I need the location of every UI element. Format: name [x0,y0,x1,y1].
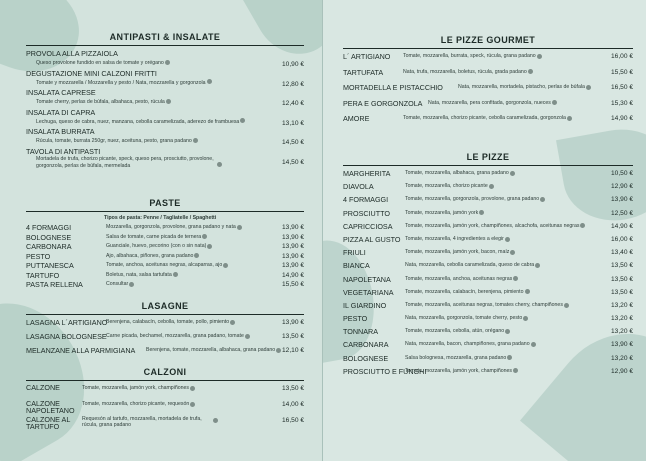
item-name: BIANCA [343,261,370,271]
menu-item [343,275,633,288]
allergen-icon [166,99,171,104]
item-name: PIZZA AL GUSTO [343,234,401,244]
item-price: 12,50 € [611,209,633,217]
allergen-icon [510,171,515,176]
menu-item [26,332,304,346]
allergen-icon [525,289,530,294]
item-description: Salsa bolognesa, mozzarella, grana padano [405,354,507,361]
menu-item [343,68,633,84]
item-price: 13,90 € [611,196,633,204]
item-description: Salsa de tomate, carne picada de ternera [106,233,202,240]
menu-item [343,301,633,314]
item-name: INSALATA BURRATA [26,127,95,136]
item-price: 13,20 € [611,315,633,323]
item-description: Tomate, mozzarella, aceitunas negras, tomates cherry, champiñones [405,301,563,308]
item-name: INSALATA DI CAPRA [26,107,96,117]
item-name: PESTO [26,251,51,261]
item-price: 10,50 € [611,170,633,177]
menu-item [343,327,633,340]
item-price: 13,50 € [611,262,633,270]
menu-item [26,271,304,281]
item-name: TARTUFATA [343,67,384,77]
item-name: LASAGNA BOLOGNESE [26,332,107,342]
menu-item [26,69,304,89]
item-description: Berenjena, tomate, mozzarella, albahaca, grana padano [146,347,276,354]
item-price: 14,90 € [611,222,633,230]
allergen-icon [580,223,585,228]
allergen-icon [217,162,222,167]
item-description: Tomate, mozzarella, chorizo picante, requesón [82,401,190,407]
menu-item [26,384,304,400]
item-name: BOLOGNESE [343,353,389,363]
section-gourmet [343,31,633,130]
allergen-icon [173,272,178,277]
item-description: Lechuga, queso de cabra, nuez, manzana, cebolla caramelizada, aderezo de frambuesa [36,118,240,125]
item-price: 14,50 € [282,158,304,166]
item-price: 16,00 € [611,235,633,243]
item-name: AMORE [343,114,370,123]
item-description: Nata, mozzarella, pera confitada, gorgonzola, nueces [428,99,551,106]
item-description: Tomate, anchoa, aceitunas negras, alcaparras, ajo [106,262,223,268]
item-name: 4 FORMAGGI [343,195,389,205]
item-description: Guanciale, huevo, pecorino (con o sin nata) [106,243,207,249]
item-price: 14,00 € [282,401,304,408]
item-price: 13,40 € [611,249,633,257]
item-description: Tomate, mozzarella, jamón york, champiñones [405,367,512,374]
section-title: LE PIZZE GOURMET [343,31,633,49]
item-description: Mortadela de trufa, chorizo picante, speck, queso pera, prosciutto, provolone, gorgonzola, perlas de búfala, mermelada [36,155,214,169]
section-pizze [343,148,633,380]
menu-item [343,114,633,130]
item-name: CALZONE [26,383,60,392]
menu-item [343,99,633,115]
allergen-icon [207,79,212,84]
allergen-icon [513,276,518,281]
allergen-icon [510,250,515,255]
item-price: 14,90 € [282,271,304,279]
item-description: Tomate, mozzarella, chorizo picante, cebolla caramelizada, gorgonzola [403,115,566,121]
item-name: CAPRICCIOSA [343,221,393,231]
allergen-icon [564,303,569,308]
item-name: PESTO [343,314,368,324]
item-description: Mozzarella, gorgonzola, provolone, grana padano y nata [106,224,236,230]
menu-item [26,223,304,233]
section-title: LASAGNE [26,297,304,315]
menu-item [343,248,633,261]
item-description: Nata, trufa, mozzarella, boletus, rúcula, grada padano [403,68,527,75]
item-name: PERA E GORGONZOLA [343,98,423,108]
menu-item [343,367,633,380]
item-price: 13,90 € [282,243,304,250]
allergen-icon [505,329,510,334]
item-name: LASAGNA L´ARTIGIANO [26,318,108,327]
item-name: PROSCIUTTO [343,208,390,218]
allergen-icon [507,355,512,360]
item-price: 13,90 € [282,262,304,269]
item-description: Tomate, mozzarella, cebolla, atún, orégano [405,328,505,335]
item-price: 13,50 € [282,385,304,392]
item-price: 13,50 € [282,333,304,341]
allergen-icon [240,118,245,123]
item-name: TAVOLA DI ANTIPASTI [26,146,101,156]
item-price: 13,20 € [611,354,633,362]
allergen-icon [207,244,212,249]
item-price: 15,50 € [282,281,304,288]
item-price: 13,20 € [611,301,633,309]
item-description: Queso provolone fundido en salsa de tomate y orégano [36,60,164,66]
item-description: Berenjena, calabacín, cebolla, tomate, pollo, pimiento [106,319,230,325]
menu-item [343,235,633,248]
item-name: TARTUFO [26,270,60,280]
allergen-icon [513,368,518,373]
menu-item [26,318,304,332]
allergen-icon [552,100,557,105]
item-description: Tomate, mozzarella, anchoa, aceitunas negras [405,275,513,282]
allergen-icon [245,334,250,339]
item-description: Tomate y mozzarella / Mozzarella y pesto / Nata, mozzarella y gorgonzola [36,79,206,86]
item-name: PASTA RELLENA [26,280,83,289]
item-name: IL GIARDINO [343,300,387,310]
allergen-icon [537,54,542,59]
item-name: PROVOLA ALLA PIZZAIOLA [26,49,118,58]
item-price: 16,00 € [611,53,633,60]
item-description: Boletus, nata, salsa tartufata [106,271,172,278]
item-name: 4 FORMAGGI [26,223,72,232]
item-price: 12,40 € [282,100,304,107]
section-lasagne [26,297,304,361]
allergen-icon [230,320,235,325]
item-name: DIAVOLA [343,182,374,192]
menu-item [343,354,633,367]
item-description: Tomate, mozzarella, jamón york [405,209,479,216]
allergen-icon [531,342,536,347]
section-calzoni [26,363,304,432]
item-description: Tomate, mozzarella, jamón york, champiñones [82,385,189,391]
allergen-icon [276,348,281,353]
allergen-icon [202,234,207,239]
item-name: MORTADELLA E PISTACCHIO [343,83,443,92]
item-price: 13,10 € [282,119,304,127]
menu-item [26,49,304,69]
item-price: 12,90 € [611,367,633,375]
allergen-icon [129,282,134,287]
item-name: CARBONARA [26,242,72,251]
item-price: 15,50 € [611,68,633,76]
item-description: Tomate, mozzarella, burrata, speck, rúcula, grana padano [403,53,536,59]
item-price: 13,90 € [282,252,304,260]
menu-item [26,108,304,128]
allergen-icon [190,402,195,407]
section-paste [26,194,304,290]
allergen-icon [528,69,533,74]
allergen-icon [223,263,228,268]
allergen-icon [193,138,198,143]
menu-item [26,416,304,432]
item-price: 12,80 € [282,80,304,88]
item-price: 13,90 € [282,224,304,231]
section-subtitle: Tipos de pasta: Penne / Tagliatelle / Spaghetti [104,215,217,221]
item-price: 13,90 € [282,233,304,241]
item-description: Nata, mozzarella, mortadela, pistacho, perlas de búfala [458,84,585,90]
section-title: CALZONI [26,363,304,381]
item-price: 13,90 € [282,319,304,326]
menu-item [26,400,304,416]
right-page [323,0,646,461]
menu-item [26,242,304,252]
item-price: 15,30 € [611,99,633,107]
item-price: 13,50 € [611,288,633,296]
item-description: Nata, mozzarella, cebolla caramelizada, queso de cabra [405,262,535,269]
menu-item [343,83,633,99]
item-description: Requesón al tartufo, mozzarella, mortadela de trufa, rúcula, grana padano [82,416,202,428]
allergen-icon [190,386,195,391]
item-name: MARGHERITA [343,169,391,178]
item-description: Nata, mozzarella, gorgonzola, tomate cherry, pesto [405,315,523,322]
item-description: Tomate, mozzarella, gorgonzola, provolone, grana padano [405,196,540,203]
menu-item [343,340,633,353]
item-description: Tomate, mozzarella, calabacín, berenjena, pimiento [405,288,524,295]
allergen-icon [540,197,545,202]
allergen-icon [505,237,510,242]
menu-item [343,195,633,208]
menu-item [26,127,304,147]
item-description: Tomate, mozzarella, jamón york, bacon, maíz [405,249,510,256]
item-name: PROSCIUTTO E FUNGHI [343,366,427,376]
allergen-icon [213,418,218,423]
allergen-icon [523,316,528,321]
item-description: Tomate, mozzarella, 4 ingredientes a elegir [405,235,504,242]
menu-item [26,261,304,271]
item-name: NAPOLETANA [343,274,391,284]
item-price: 14,90 € [611,115,633,122]
menu-item [343,52,633,68]
item-price: 12,90 € [611,183,633,191]
menu-item [26,346,304,360]
menu-item [343,314,633,327]
item-description: Ajo, albahaca, piñones, grana padano [106,252,194,259]
menu-item [343,169,633,182]
item-name: TONNARA [343,327,379,337]
allergen-icon [489,184,494,189]
item-price: 13,50 € [611,275,633,283]
item-price: 16,50 € [611,84,633,91]
item-name: MELANZANE ALLA PARMIGIANA [26,346,136,356]
item-price: 14,50 € [282,139,304,146]
item-description: Rúcula, tomate, burrata 250gr, nuez, aceituna, pesto, grana padano [36,138,192,144]
menu-item [343,261,633,274]
item-price: 10,90 € [282,61,304,68]
item-description: Consultar [106,281,129,287]
item-price: 13,90 € [611,341,633,349]
allergen-icon [567,116,572,121]
allergen-icon [165,60,170,65]
allergen-icon [237,225,242,230]
allergen-icon [479,210,484,215]
item-name: L´ ARTIGIANO [343,52,391,61]
menu-item [343,182,633,195]
item-name: INSALATA CAPRESE [26,88,96,97]
item-description: Carne picada, bechamel, mozzarella, grana padano, tomate [106,333,244,340]
item-price: 12,10 € [282,347,304,355]
item-description: Tomate cherry, perlas de búfala, albahaca, pesto, rúcula [36,99,165,105]
allergen-icon [586,85,591,90]
menu-item [26,252,304,262]
item-name: CALZONE AL TARTUFO [26,415,71,431]
section-title: PASTE [26,194,304,212]
item-name: FRIULI [343,248,366,258]
item-name: BOLOGNESE [26,232,72,242]
item-description: Tomate, mozzarella, chorizo picante [405,183,488,190]
allergen-icon [194,253,199,258]
item-name: CARBONARA [343,340,389,350]
item-description: Tomate, mozzarella, albahaca, grana padano [405,170,509,176]
menu-item [343,209,633,222]
allergen-icon [535,263,540,268]
section-antipasti [26,28,304,169]
menu-item [26,147,304,167]
item-description: Nata, mozzarella, bacon, champiñones, grana padano [405,341,530,348]
menu-item [343,222,633,235]
section-title: ANTIPASTI & INSALATE [26,28,304,46]
item-description: Tomate, mozzarella, jamón york, champiñones, alcachofa, aceitunas negras [405,222,580,229]
menu-item [26,233,304,243]
item-name: PUTTANESCA [26,261,74,270]
item-name: CALZONE NAPOLETANO [26,399,75,415]
menu-item [26,88,304,108]
item-price: 16,50 € [282,417,304,424]
menu-item [343,288,633,301]
menu-item [26,280,304,290]
item-price: 13,20 € [611,328,633,336]
item-name: VEGETARIANA [343,287,394,297]
section-title: LE PIZZE [343,148,633,166]
item-name: DEGUSTAZIONE MINI CALZONI FRITTI [26,68,157,78]
